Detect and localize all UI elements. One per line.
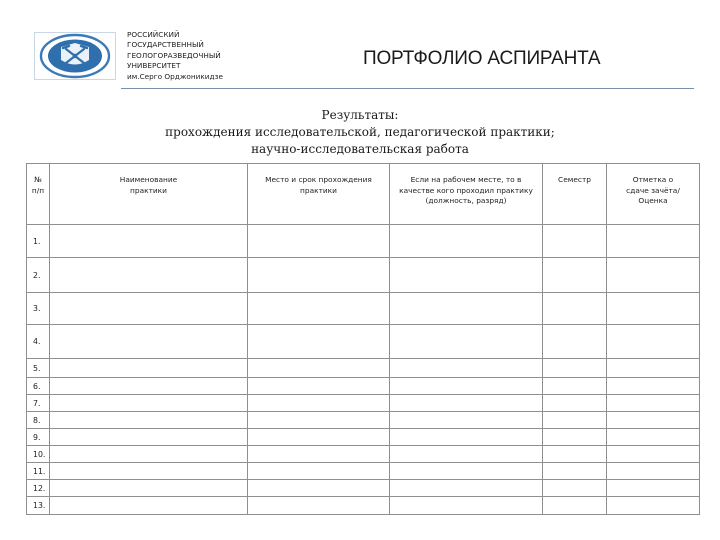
practice-name-cell[interactable] [50,293,248,325]
row-number: 13. [27,497,50,515]
practice-name-cell[interactable] [50,463,248,480]
practice-name-cell[interactable] [50,446,248,463]
grade-cell[interactable] [607,258,700,293]
practice-name-cell[interactable] [50,497,248,515]
results-heading [90,107,630,158]
university-line: РОССИЙСКИЙ [127,30,180,39]
practice-name-cell[interactable] [50,480,248,497]
table-row [27,446,700,463]
workplace-role-cell[interactable] [390,293,543,325]
column-header-place-and-term: Место и срок прохождения практики [248,164,390,225]
table-row [27,378,700,395]
grade-cell[interactable] [607,225,700,258]
workplace-role-cell[interactable] [390,359,543,378]
practice-name-cell[interactable] [50,258,248,293]
grade-cell[interactable] [607,480,700,497]
table-row [27,395,700,412]
grade-cell[interactable] [607,446,700,463]
semester-cell[interactable] [543,225,607,258]
row-number: 6. [27,378,50,395]
grade-cell[interactable] [607,293,700,325]
university-name [127,30,277,82]
semester-cell[interactable] [543,395,607,412]
row-number: 7. [27,395,50,412]
workplace-role-cell[interactable] [390,480,543,497]
table-row [27,258,700,293]
row-number: 10. [27,446,50,463]
university-line: УНИВЕРСИТЕТ [127,61,181,71]
grade-cell[interactable] [607,359,700,378]
place-term-cell[interactable] [248,446,390,463]
column-header-grade: Отметка о сдаче зачёта/ Оценка [607,164,700,225]
results-line: Результаты: [321,108,399,122]
row-number: 3. [27,293,50,325]
table-row [27,412,700,429]
workplace-role-cell[interactable] [390,446,543,463]
workplace-role-cell[interactable] [390,497,543,515]
grade-cell[interactable] [607,497,700,515]
place-term-cell[interactable] [248,378,390,395]
row-number: 11. [27,463,50,480]
university-line: ГОСУДАРСТВЕННЫЙ [127,40,204,50]
semester-cell[interactable] [543,446,607,463]
practice-name-cell[interactable] [50,395,248,412]
practice-table [26,163,700,515]
table-row [27,293,700,325]
practice-name-cell[interactable] [50,359,248,378]
university-logo [34,32,116,80]
place-term-cell[interactable] [248,395,390,412]
place-term-cell[interactable] [248,258,390,293]
place-term-cell[interactable] [248,429,390,446]
grade-cell[interactable] [607,412,700,429]
practice-name-cell[interactable] [50,429,248,446]
place-term-cell[interactable] [248,412,390,429]
workplace-role-cell[interactable] [390,378,543,395]
place-term-cell[interactable] [248,293,390,325]
practice-name-cell[interactable] [50,325,248,359]
semester-cell[interactable] [543,497,607,515]
semester-cell[interactable] [543,325,607,359]
place-term-cell[interactable] [248,325,390,359]
place-term-cell[interactable] [248,225,390,258]
table-row [27,480,700,497]
page-title: ПОРТФОЛИО АСПИРАНТА [363,48,601,69]
university-line: им.Серго Орджоникидзе [127,71,223,81]
semester-cell[interactable] [543,359,607,378]
table-row [27,359,700,378]
row-number: 4. [27,325,50,359]
semester-cell[interactable] [543,480,607,497]
row-number: 12. [27,480,50,497]
row-number: 9. [27,429,50,446]
semester-cell[interactable] [543,412,607,429]
place-term-cell[interactable] [248,359,390,378]
row-number: 8. [27,412,50,429]
place-term-cell[interactable] [248,480,390,497]
practice-name-cell[interactable] [50,412,248,429]
table-header-row [27,164,700,225]
practice-name-cell[interactable] [50,225,248,258]
results-line: прохождения исследовательской, педагогической практики; [165,125,555,139]
row-number: 1. [27,225,50,258]
semester-cell[interactable] [543,463,607,480]
workplace-role-cell[interactable] [390,429,543,446]
workplace-role-cell[interactable] [390,412,543,429]
row-number: 2. [27,258,50,293]
results-line: научно-исследовательская работа [251,142,469,156]
grade-cell[interactable] [607,395,700,412]
workplace-role-cell[interactable] [390,395,543,412]
table-row [27,463,700,480]
table-row [27,225,700,258]
column-header-practice-name: Наименование практики [50,164,248,225]
place-term-cell[interactable] [248,463,390,480]
table-row [27,325,700,359]
place-term-cell[interactable] [248,497,390,515]
grade-cell[interactable] [607,325,700,359]
row-number: 5. [27,359,50,378]
column-header-number: № п/п [27,164,50,225]
workplace-role-cell[interactable] [390,325,543,359]
workplace-role-cell[interactable] [390,463,543,480]
semester-cell[interactable] [543,293,607,325]
grade-cell[interactable] [607,429,700,446]
grade-cell[interactable] [607,463,700,480]
university-line: ГЕОЛОГОРАЗВЕДОЧНЫЙ [127,50,221,60]
semester-cell[interactable] [543,429,607,446]
semester-cell[interactable] [543,258,607,293]
semester-cell[interactable] [543,378,607,395]
university-emblem-icon [34,32,116,80]
header-divider [121,88,694,89]
table-row [27,497,700,515]
workplace-role-cell[interactable] [390,225,543,258]
column-header-semester: Семестр [543,164,607,225]
practice-name-cell[interactable] [50,378,248,395]
column-header-workplace-role: Если на рабочем месте, то в качестве кого проходил практику (должность, разряд) [390,164,543,225]
workplace-role-cell[interactable] [390,258,543,293]
grade-cell[interactable] [607,378,700,395]
table-row [27,429,700,446]
